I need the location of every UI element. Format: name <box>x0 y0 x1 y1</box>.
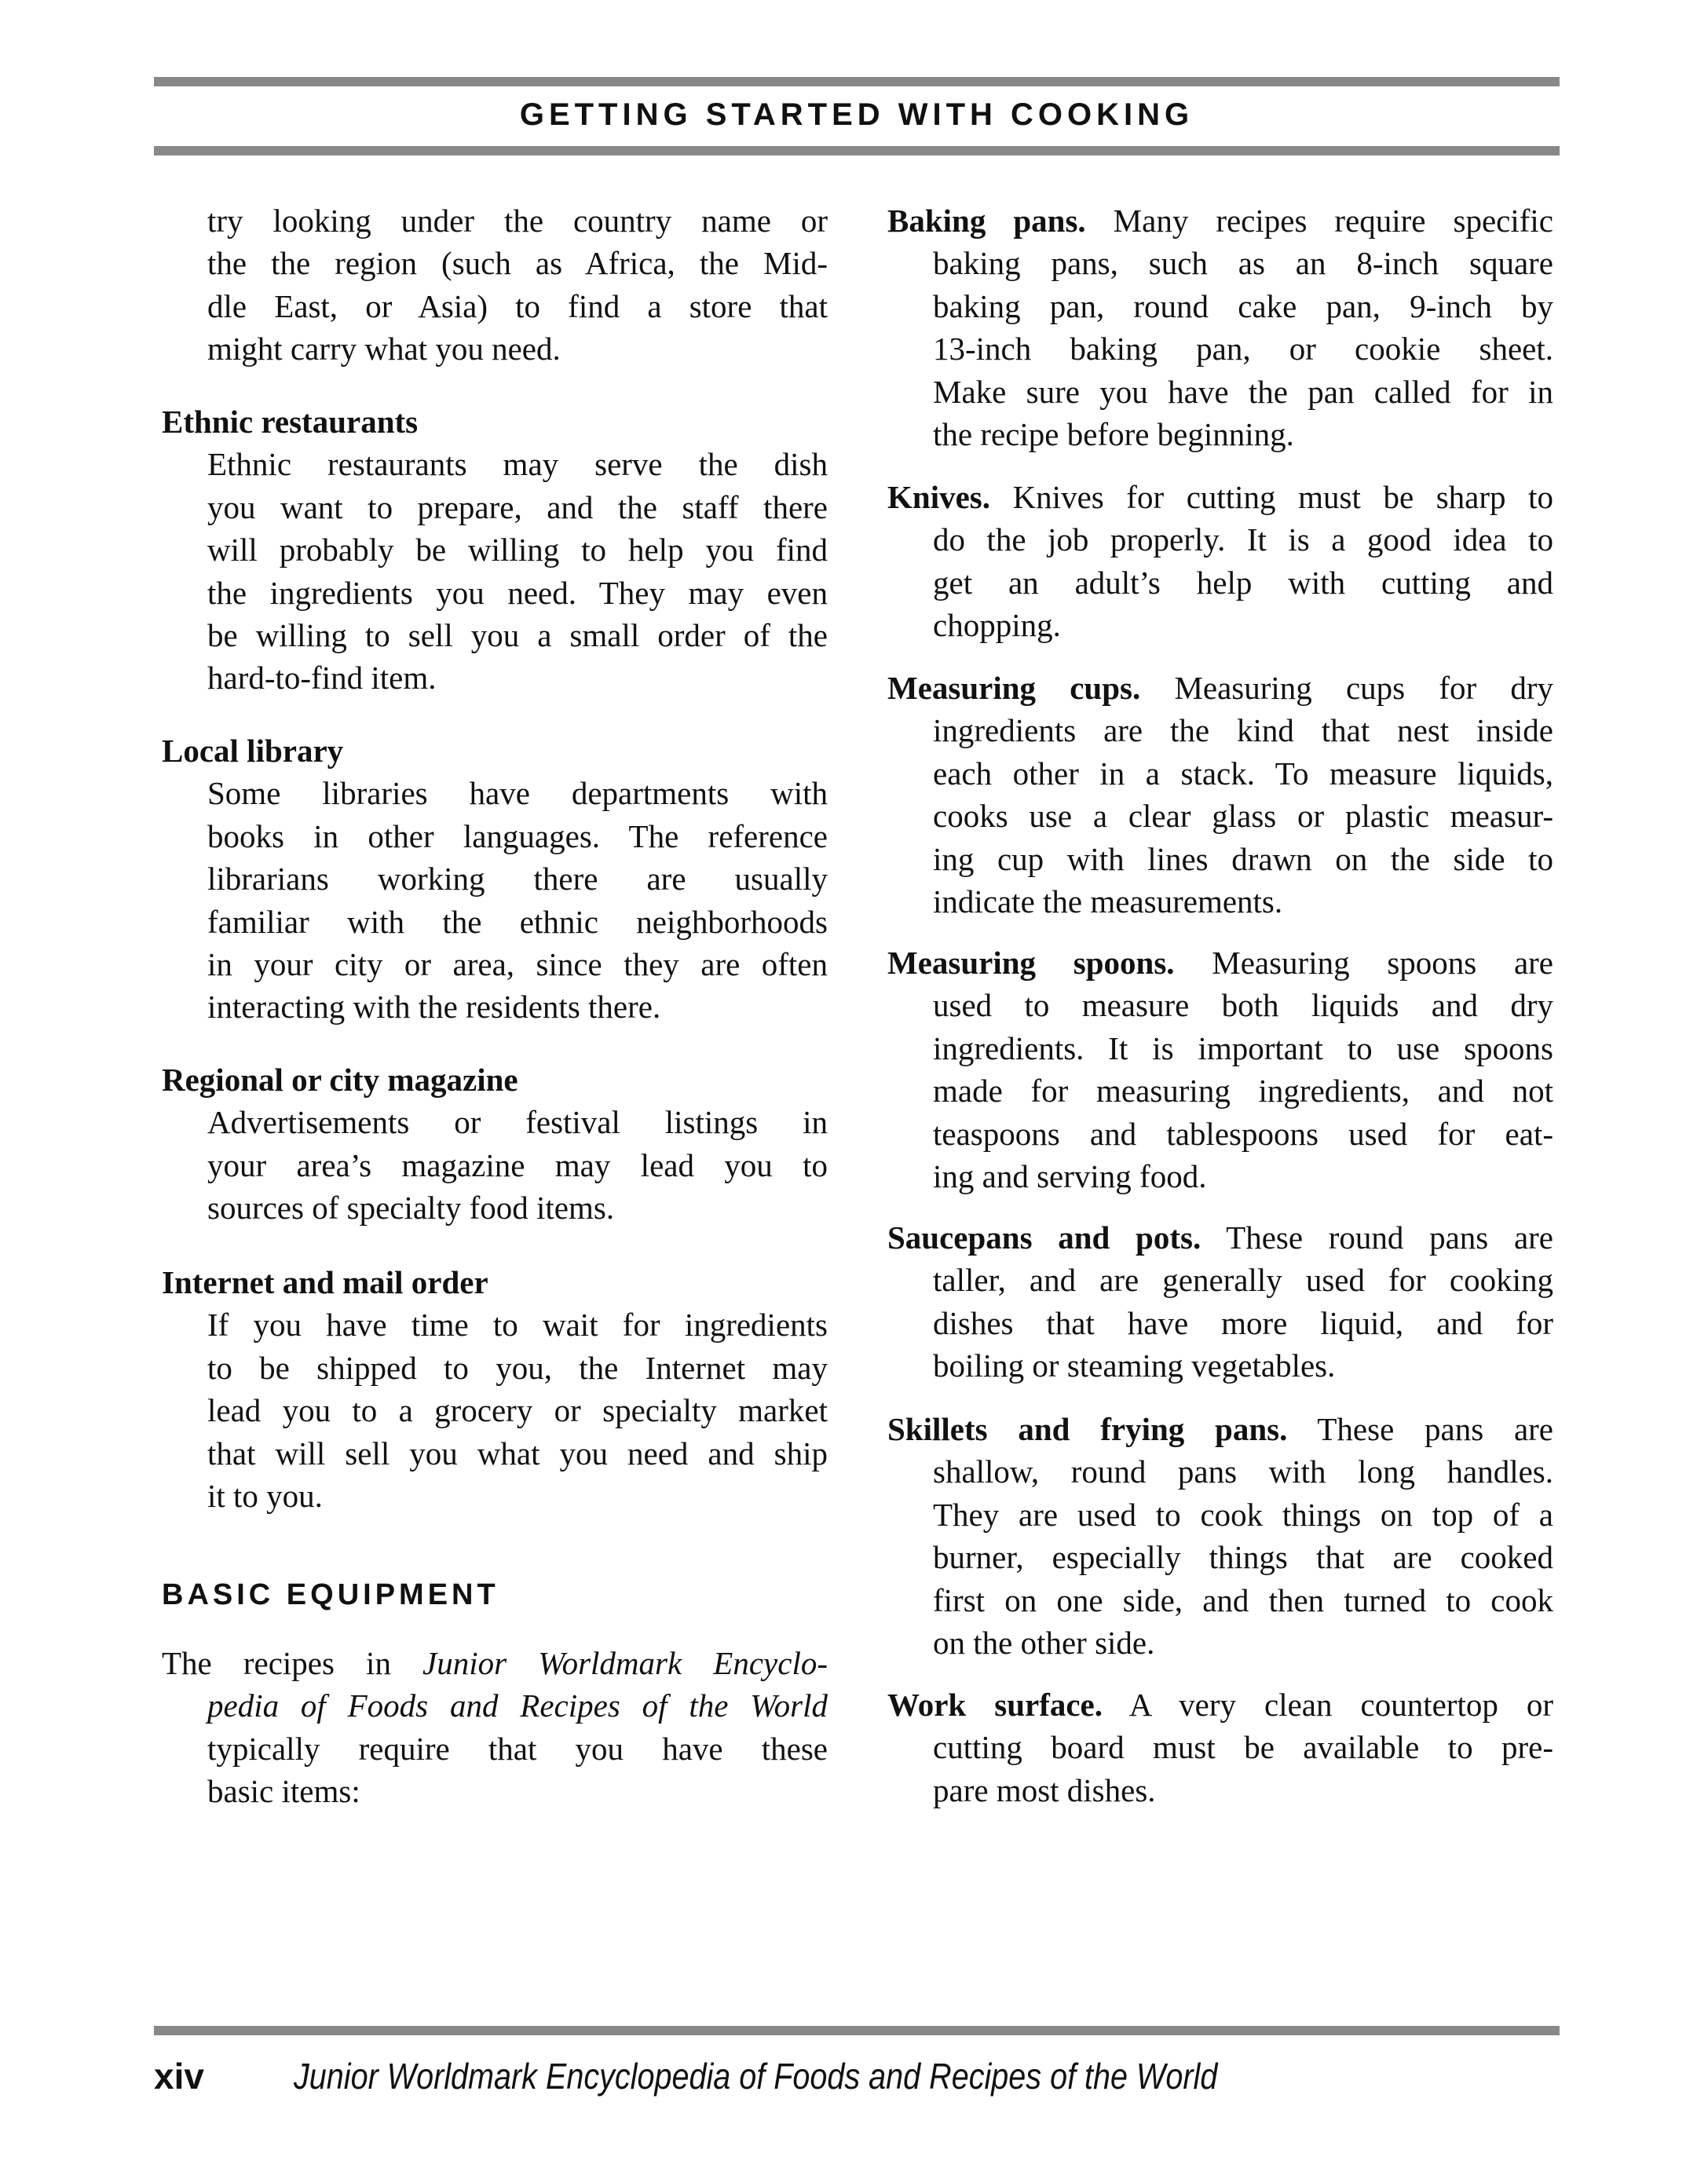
text-line: each other in a stack. To measure liquids, <box>933 755 1553 792</box>
page-number: xiv <box>154 2056 204 2097</box>
entry-heading: Internet and mail order <box>162 1264 488 1300</box>
text-line: baking pan, round cake pan, 9-inch by <box>933 287 1553 324</box>
text-line: the ingredients you need. They may even <box>207 574 828 611</box>
equipment-term: Work surface. <box>887 1687 1103 1723</box>
equipment-entry <box>887 1216 1553 1387</box>
text-line: taller, and are generally used for cooking <box>933 1262 1553 1299</box>
text-line: books in other languages. The reference <box>207 817 828 854</box>
text-line: burner, especially things that are cooked <box>933 1539 1553 1576</box>
text-line: do the job properly. It is a good idea to <box>933 521 1553 558</box>
equipment-entry <box>887 667 1553 923</box>
text-line: might carry what you need. <box>207 331 561 367</box>
text-line: your area’s magazine may lead you to <box>207 1146 828 1183</box>
entry-heading: Local library <box>162 733 344 769</box>
text-line: used to measure both liquids and dry <box>933 987 1553 1024</box>
running-header: GETTING STARTED WITH COOKING <box>519 97 1194 132</box>
text-line: try looking under the country name or <box>207 203 828 239</box>
text-line: chopping. <box>933 607 1061 644</box>
equipment-term: Skillets and frying pans. <box>887 1411 1288 1447</box>
text-fragment: Knives for cutting must be sharp to <box>990 479 1553 515</box>
text-line <box>162 1642 828 1684</box>
text-line: Some libraries have departments with <box>207 775 828 812</box>
section-intro <box>162 1642 828 1813</box>
text-fragment: Measuring cups for dry <box>1140 670 1553 706</box>
text-line: teaspoons and tablespoons used for eat- <box>933 1115 1553 1152</box>
text-line <box>887 1408 1553 1450</box>
source-entry <box>162 1261 828 1517</box>
text-line: you want to prepare, and the staff there <box>207 488 828 525</box>
equipment-entry <box>887 941 1553 1197</box>
equipment-term: Measuring cups. <box>887 670 1141 706</box>
text-fragment: Measuring spoons are <box>1174 945 1553 981</box>
text-fragment: Many recipes require specific <box>1085 203 1553 239</box>
text-line: get an adult’s help with cutting and <box>933 564 1553 601</box>
equipment-term: Knives. <box>887 479 990 515</box>
text-line: If you have time to wait for ingredients <box>207 1307 828 1344</box>
text-line: made for measuring ingredients, and not <box>933 1073 1553 1110</box>
text-line: They are used to cook things on top of a <box>933 1496 1553 1533</box>
text-line: it to you. <box>207 1477 323 1514</box>
text-line <box>887 1684 1553 1726</box>
equipment-term: Measuring spoons. <box>887 945 1175 981</box>
book-title: Junior Worldmark Encyclopedia of Foods and Recipes of the World <box>294 2056 1218 2097</box>
text-line: cutting board must be available to pre- <box>933 1729 1553 1766</box>
text-line: the recipe before beginning. <box>933 415 1294 452</box>
section-heading <box>162 1574 828 1616</box>
text-line: cooks use a clear glass or plastic measur- <box>933 798 1553 835</box>
text-line: ing and serving food. <box>933 1157 1207 1194</box>
text-line: ing cup with lines drawn on the side to <box>933 840 1553 877</box>
page-footer <box>154 2053 1368 2100</box>
text-fragment: A very clean countertop or <box>1103 1687 1553 1723</box>
text-line: on the other side. <box>933 1624 1155 1661</box>
text-line <box>887 476 1553 518</box>
entry-heading: Regional or city magazine <box>162 1062 518 1098</box>
text-line <box>887 199 1553 242</box>
text-line: pare most dishes. <box>933 1771 1156 1808</box>
equipment-entry <box>887 199 1553 455</box>
text-line: sources of specialty food items. <box>207 1190 615 1227</box>
text-fragment: The recipes in <box>162 1645 423 1681</box>
book-title-italic: Junior Worldmark Encyclo- <box>422 1645 828 1681</box>
text-line: indicate the measurements. <box>933 883 1283 919</box>
text-fragment: These round pans are <box>1201 1219 1553 1256</box>
equipment-entry <box>887 1684 1553 1812</box>
text-line: ingredients. It is important to use spoons <box>933 1029 1553 1066</box>
text-line <box>887 941 1553 984</box>
text-line: interacting with the residents there. <box>207 989 661 1026</box>
section-title: BASIC EQUIPMENT <box>162 1578 499 1611</box>
header-rule-top <box>154 77 1560 86</box>
source-entry <box>162 729 828 1029</box>
text-line: basic items: <box>207 1773 360 1810</box>
text-line: in your city or area, since they are often <box>207 945 828 982</box>
text-line: be willing to sell you a small order of the <box>207 616 828 653</box>
text-line: typically require that you have these <box>207 1730 828 1767</box>
text-line: to be shipped to you, the Internet may <box>207 1349 828 1386</box>
text-line: Make sure you have the pan called for in <box>933 373 1553 410</box>
continued-paragraph <box>162 199 828 371</box>
text-line: baking pans, such as an 8-inch square <box>933 245 1553 282</box>
text-line: hard-to-find item. <box>207 660 437 696</box>
text-line <box>887 1216 1553 1259</box>
equipment-term: Baking pans. <box>887 203 1086 239</box>
text-line: Advertisements or festival listings in <box>207 1104 828 1141</box>
text-line: shallow, round pans with long handles. <box>933 1453 1553 1490</box>
text-line: librarians working there are usually <box>207 861 828 898</box>
text-line: first on one side, and then turned to cook <box>933 1581 1553 1618</box>
entry-heading: Ethnic restaurants <box>162 404 419 440</box>
source-entry <box>162 400 828 700</box>
text-line: dishes that have more liquid, and for <box>933 1304 1553 1341</box>
equipment-term: Saucepans and pots. <box>887 1219 1201 1256</box>
text-line: boiling or steaming vegetables. <box>933 1347 1336 1384</box>
equipment-entry <box>887 1408 1553 1664</box>
text-line: 13-inch baking pan, or cookie sheet. <box>933 331 1553 367</box>
text-line: the the region (such as Africa, the Mid- <box>207 245 828 282</box>
text-line: Ethnic restaurants may serve the dish <box>207 446 828 483</box>
book-title-italic: pedia of Foods and Recipes of the World <box>207 1687 828 1724</box>
text-fragment: These pans are <box>1287 1411 1553 1447</box>
text-line: familiar with the ethnic neighborhoods <box>207 903 828 940</box>
text-line: will probably be willing to help you find <box>207 532 828 569</box>
footer-rule <box>154 2026 1560 2035</box>
text-line: ingredients are the kind that nest inside <box>933 712 1553 749</box>
text-line <box>887 667 1553 709</box>
header-rule-bottom <box>154 146 1560 155</box>
source-entry <box>162 1058 828 1230</box>
equipment-entry <box>887 476 1553 647</box>
text-line: dle East, or Asia) to find a store that <box>207 287 828 324</box>
text-line: lead you to a grocery or specialty market <box>207 1392 828 1429</box>
text-line: that will sell you what you need and ship <box>207 1435 828 1472</box>
